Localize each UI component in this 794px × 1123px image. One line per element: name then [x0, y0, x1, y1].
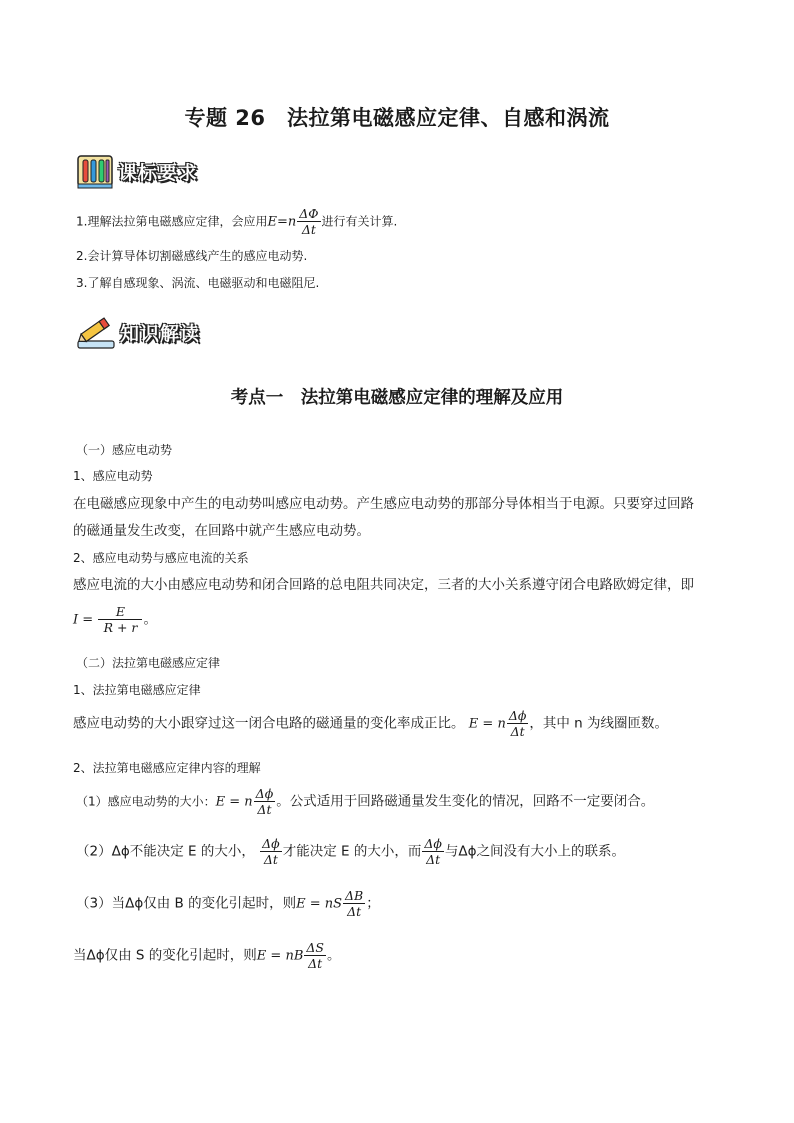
ohm-den: R + r	[103, 620, 138, 635]
part2-heading: （二）法拉第电磁感应定律	[76, 656, 221, 670]
point-2-prefix: （2）Δϕ不能决定 E 的大小，	[76, 843, 255, 860]
point-3-prefix: （3）当Δϕ仅由 B 的变化引起时，则	[76, 895, 297, 912]
ohm-law-formula	[73, 604, 157, 635]
point-2-fraction-1	[260, 836, 282, 867]
ohm-end: 。	[143, 611, 157, 628]
sub3-para	[73, 708, 668, 739]
sub3-formula: E = n	[468, 716, 506, 732]
point-2	[76, 836, 625, 867]
point-1-prefix: （1）感应电动势的大小：	[76, 794, 216, 809]
point-3-num: ΔB	[345, 888, 364, 903]
sub3-heading: 1、法拉第电磁感应定律	[73, 683, 201, 697]
point-4-fraction	[304, 940, 326, 971]
requirement-item-3: 3.了解自感现象、涡流、电磁驱动和电磁阻尼.	[76, 276, 320, 290]
point-1-num: Δϕ	[255, 786, 274, 801]
sub4-heading: 2、法拉第电磁感应定律内容的理解	[73, 761, 261, 775]
requirements-badge-label: 课标要求	[118, 161, 199, 184]
requirement-1-text: 1.理解法拉第电磁感应定律，会应用	[76, 214, 268, 229]
requirements-badge	[76, 152, 198, 190]
point-1	[76, 786, 654, 817]
point-4	[73, 940, 340, 971]
fraction-num: ΔΦ	[299, 206, 319, 221]
point-1-fraction	[254, 786, 276, 817]
ohm-lhs: I =	[73, 612, 94, 628]
sub3-fraction	[507, 708, 529, 739]
knowledge-badge	[76, 313, 200, 351]
sub3-text: 感应电动势的大小跟穿过这一闭合电路的磁通量的变化率成正比。	[73, 715, 465, 732]
point-4-formula: E = nB	[256, 948, 304, 964]
point-1-suffix: 。公式适用于回路磁通量发生变化的情况，回路不一定要闭合。	[276, 793, 655, 810]
point-3-formula: E = nS	[296, 896, 343, 912]
point-2-num-2: Δϕ	[424, 836, 442, 851]
point-3	[76, 888, 380, 919]
section-heading: 考点一 法拉第电磁感应定律的理解及应用	[230, 388, 564, 408]
formula-fraction	[297, 206, 320, 237]
point-4-prefix: 当Δϕ仅由 S 的变化引起时，则	[73, 947, 257, 964]
point-3-fraction	[343, 888, 365, 919]
point-4-num: ΔS	[306, 940, 324, 955]
sub3-den: Δt	[510, 724, 525, 739]
sub3-num: Δϕ	[508, 708, 527, 723]
point-2-fraction-2	[422, 836, 444, 867]
sub1-para-line2: 的磁通量发生改变，在回路中就产生感应电动势。	[73, 523, 370, 539]
sub2-para: 感应电流的大小由感应电动势和闭合回路的总电阻共同决定，三者的大小关系遵守闭合电路欧姆定律，即	[73, 577, 694, 593]
point-2-mid: 才能决定 E 的大小，而	[282, 843, 422, 860]
requirement-item-1	[76, 206, 397, 237]
point-2-num-1: Δϕ	[262, 836, 280, 851]
point-4-den: Δt	[308, 956, 323, 971]
sub2-heading: 2、感应电动势与感应电流的关系	[73, 551, 249, 565]
point-1-formula: E = n	[215, 794, 253, 810]
point-2-suffix: 与Δϕ之间没有大小上的联系。	[444, 843, 626, 860]
part1-heading: （一）感应电动势	[76, 443, 173, 457]
point-2-den-2: Δt	[426, 852, 441, 867]
requirement-item-2: 2.会计算导体切割磁感线产生的感应电动势.	[76, 249, 308, 263]
ohm-num: E	[98, 604, 142, 620]
formula-e: E	[267, 214, 277, 230]
point-3-den: Δt	[347, 904, 362, 919]
knowledge-badge-label: 知识解读	[120, 322, 201, 345]
formula-eq-n: =n	[276, 214, 297, 230]
page-title: 专题 26 法拉第电磁感应定律、自感和涡流	[184, 106, 610, 130]
test-tubes-icon	[76, 152, 114, 190]
sub1-heading: 1、感应电动势	[73, 469, 153, 483]
ohm-fraction	[98, 604, 142, 635]
point-3-suffix: ；	[366, 895, 380, 912]
point-1-den: Δt	[257, 802, 272, 817]
pencil-icon	[76, 313, 116, 351]
fraction-den: Δt	[301, 222, 316, 237]
requirement-1-suffix: 进行有关计算.	[321, 214, 398, 229]
sub3-suffix: ，其中 n 为线圈匝数。	[529, 715, 669, 732]
point-2-den-1: Δt	[263, 852, 278, 867]
sub1-para-line1: 在电磁感应现象中产生的电动势叫感应电动势。产生感应电动势的那部分导体相当于电源。只要穿过回路	[73, 496, 694, 512]
point-4-suffix: 。	[326, 947, 341, 964]
